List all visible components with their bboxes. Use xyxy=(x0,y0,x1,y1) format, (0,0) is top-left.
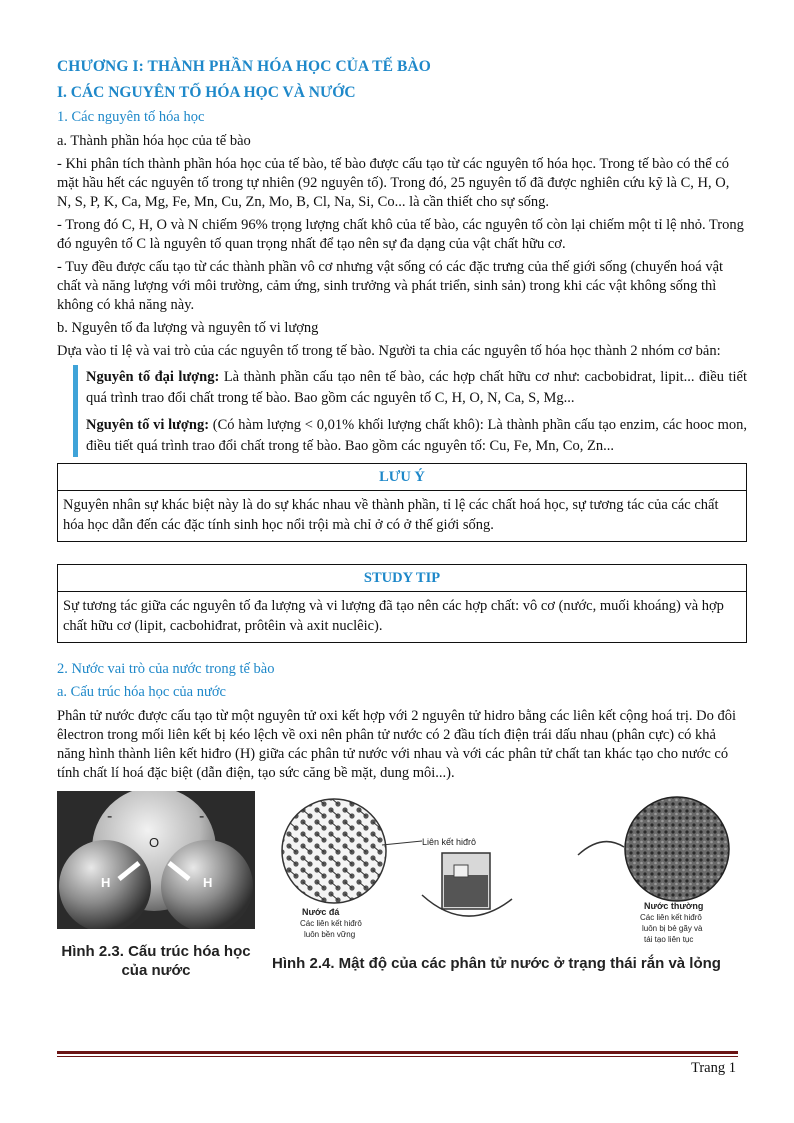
water-desc-line3: tái tạo liên tục xyxy=(644,935,694,944)
ice-title: Nước đá xyxy=(302,907,340,917)
figure-water-molecule xyxy=(57,791,255,980)
footer-rule-thin xyxy=(57,1056,738,1057)
macro-element-text: Là thành phần cấu tạo nên tế bào, các hợp chất hữu cơ như: cacbobidrat, lipit... điều tiết quá trình trao đổi chất trong tế bào. Bao gồm các nguyên tố C, H, O, N, Ca, S, Mg... xyxy=(86,369,748,406)
ice-desc-line1: Các liên kết hiđrô xyxy=(300,919,362,928)
ice-desc-line2: luôn bền vững xyxy=(304,930,356,939)
ice-lattice-circle xyxy=(282,799,386,903)
paragraph-elements: - Khi phân tích thành phần hóa học của tế bào, tế bào được cấu tạo từ các nguyên tố hóa học. Trong tế bào có thể có mặt hầu hết các nguyên tố trong tự nhiên (92 nguyên tố). Trong đó, 25 nguyên tố đã được nghiên cứu kỹ là C, H, O, N, S, P, K, Ca, Mg, Fe, Mn, Cu, Zn, Mo, B, Cl, Na, Si, Co... là cần thiết cho sự sống. xyxy=(57,156,730,210)
element-groups-quote xyxy=(73,365,747,457)
study-tip-title: STUDY TIP xyxy=(58,565,746,592)
page-content xyxy=(57,58,747,981)
paragraph-chno: - Trong đó C, H, O và N chiếm 96% trọng lượng chất khô của tế bào, các nguyên tố còn lại chiếm một tỉ lệ nhỏ. Trong đó nguyên tố C là nguyên tố quan trọng nhất để tạo nên sự đa dạng của vật chất hữu cơ. xyxy=(57,217,744,252)
paragraph-water-structure: Phân tử nước được cấu tạo từ một nguyên tử oxi kết hợp với 2 nguyên tử hidro bằng các liên kết cộng hoá trị. Do đôi êlectron trong mối liên kết bị kéo lệch về oxi nên phân tử nước có 2 đầu tích điện trái dấu nhau (phân cực) có khả năng hình thành liên kết hiđro (H) giữa các phân tử nước với nhau và với các phân tử chất tan khác tạo cho nước có tính chất lí hoá đặc biệt (dẫn điện, tạo sức căng bề mặt, dung môi...). xyxy=(57,708,737,781)
figure-2-3-caption xyxy=(57,942,255,980)
curved-arrow-right-icon xyxy=(578,842,624,855)
section-title: I. CÁC NGUYÊN TỐ HÓA HỌC VÀ NƯỚC xyxy=(57,84,356,101)
hydrogen-left-label: H xyxy=(101,875,111,890)
subsection-1a-heading: a. Thành phần hóa học của tế bào xyxy=(57,133,251,149)
oxygen-label: O xyxy=(149,835,160,850)
water-desc-line1: Các liên kết hiđrô xyxy=(640,913,702,922)
chapter-title: CHƯƠNG I: THÀNH PHẦN HÓA HỌC CỦA TẾ BÀO xyxy=(57,58,431,75)
bond-pointer-line xyxy=(382,841,422,845)
hydrogen-bond-label: Liên kết hiđrô xyxy=(422,837,477,847)
study-tip-text: Sự tương tác giữa các nguyên tố đa lượng và vi lượng đã tạo nên các hợp chất: vô cơ (nước, muối khoáng) và hợp chất hữu cơ (lipit, cacbohiđrat, prôtêin và axit nuclêic). xyxy=(63,598,724,634)
note-box xyxy=(57,463,747,542)
note-box-title: LƯU Ý xyxy=(58,464,746,491)
subsection-1b-heading: b. Nguyên tố đa lượng và nguyên tố vi lượng xyxy=(57,320,319,336)
water-desc-line2: luôn bị bẻ gãy và xyxy=(642,924,703,933)
micro-element-paragraph xyxy=(86,415,747,457)
water-density-image xyxy=(272,795,752,945)
subsection-1-heading: 1. Các nguyên tố hóa học xyxy=(57,109,205,125)
beaker-water xyxy=(444,875,488,907)
minus-left-label: - xyxy=(107,808,113,825)
figure-2-3-caption-line2: của nước xyxy=(121,962,191,979)
water-molecule-image xyxy=(57,791,255,929)
micro-element-label: Nguyên tố vi lượng: xyxy=(86,417,210,433)
figure-water-density xyxy=(272,795,752,973)
study-tip-box xyxy=(57,564,747,643)
page-number: Trang 1 xyxy=(691,1060,736,1076)
liquid-water-circle xyxy=(625,797,729,901)
note-box-text: Nguyên nhân sự khác biệt này là do sự khác nhau về thành phần, tỉ lệ các chất hoá học, sự tương tác của các chất hóa học dẫn đến các đặc tính sinh học nổi trội mà chỉ ở có ở thế giới sống. xyxy=(63,497,719,533)
figure-2-3-caption-line1: Hình 2.3. Cấu trúc hóa học xyxy=(61,943,251,960)
ice-cube-icon xyxy=(454,865,468,877)
paragraph-classification: Dựa vào tỉ lệ và vai trò của các nguyên tố trong tế bào. Người ta chia các nguyên tố hóa học thành 2 nhóm cơ bản: xyxy=(57,343,721,359)
subsection-2-heading: 2. Nước vai trò của nước trong tế bào xyxy=(57,661,275,677)
hydrogen-right-label: H xyxy=(203,875,213,890)
footer-rule-thick xyxy=(57,1051,738,1054)
paragraph-living-traits: - Tuy đều được cấu tạo từ các thành phần vô cơ nhưng vật sống có các đặc trưng của thế giới sống (chuyển hoá vật chất và năng lượng với môi trường, cảm ứng, sinh trưởng và phát triển, sinh sản) trong khi các vật không sống thì không có khả năng này. xyxy=(57,259,724,313)
macro-element-paragraph xyxy=(86,367,747,409)
macro-element-label: Nguyên tố đại lượng: xyxy=(86,369,220,385)
micro-element-text: (Có hàm lượng < 0,01% khối lượng chất khô): Là thành phần cấu tạo enzim, các hooc mon, điều tiết quá trình trao đổi chất trong tế bào. Bao gồm các nguyên tố: Cu, Fe, Mn, Co, Zn... xyxy=(86,417,747,454)
figure-2-4-caption: Hình 2.4. Mật độ của các phân tử nước ở trạng thái rắn và lỏng xyxy=(272,955,721,972)
subsection-2a-heading: a. Cấu trúc hóa học của nước xyxy=(57,684,226,700)
water-title: Nước thường xyxy=(644,901,704,911)
figures-row xyxy=(57,791,747,981)
minus-right-label: - xyxy=(199,808,205,825)
